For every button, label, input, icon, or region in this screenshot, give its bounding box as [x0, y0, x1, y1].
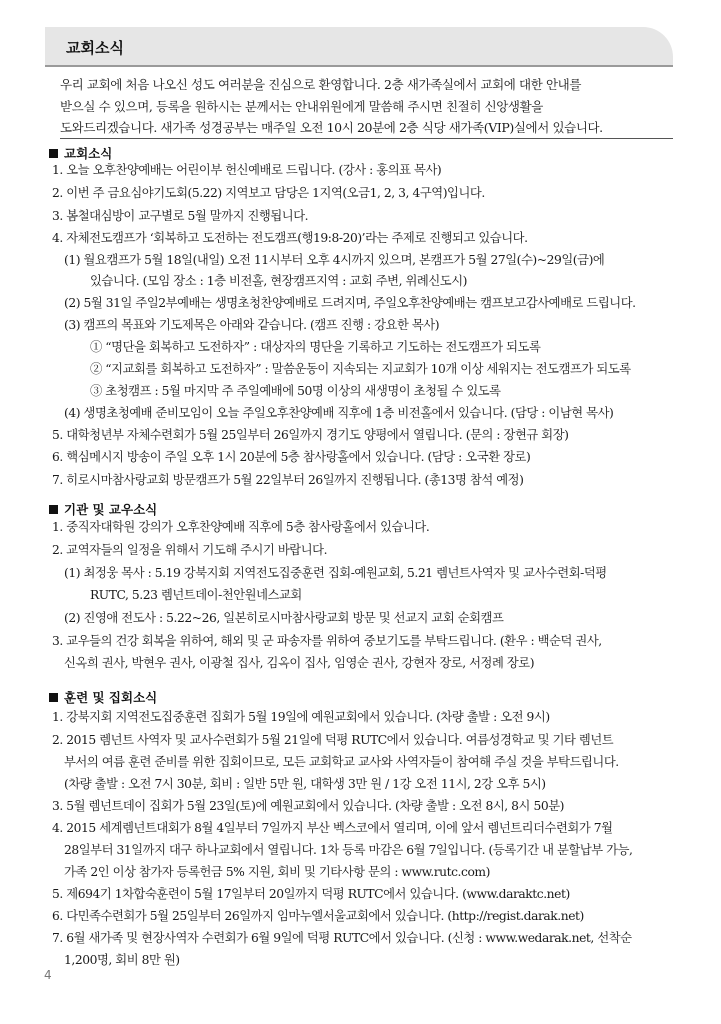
- list-item: (2) 진영애 전도사 : 5.22~26, 일본히로시마참사랑교회 방문 및 선교지 교회 순회캠프: [64, 611, 504, 625]
- bullet-square-icon: [49, 149, 58, 158]
- list-item: (3) 캠프의 목표와 기도제목은 아래와 같습니다. (캠프 진행 : 강요한 목사): [64, 318, 440, 332]
- list-item: 28일부터 31일까지 대구 하나교회에서 열립니다. 1차 등록 마감은 6월 7일입니다. (등록기간 내 분할납부 가능,: [64, 843, 633, 857]
- header-title: 교회소식: [66, 39, 124, 57]
- list-item: ② “지교회를 회복하고 도전하자” : 말씀운동이 지속되는 지교회가 10개 이상 세워지는 전도캠프가 되도록: [90, 362, 631, 376]
- list-item: 1. 오늘 오후찬양예배는 어린이부 헌신예배로 드립니다. (강사 : 홍의표 목사): [52, 163, 442, 177]
- list-item: RUTC, 5.23 렘넌트데이-천안원네스교회: [90, 588, 302, 602]
- list-item: (차량 출발 : 오전 7시 30분, 회비 : 일반 5만 원, 대학생 3만 원 / 1강 오전 11시, 2강 오후 5시): [64, 777, 546, 791]
- header-divider: [45, 65, 673, 67]
- list-item: (2) 5월 31일 주일2부예배는 생명초청찬양예배로 드려지며, 주일오후찬양예배는 캠프보고감사예배로 드립니다.: [64, 296, 636, 310]
- list-item: ③ 초청캠프 : 5월 마지막 주 주일예배에 50명 이상의 새생명이 초청될 수 있도록: [90, 384, 501, 398]
- list-item: 부서의 여름 훈련 준비를 위한 집회이므로, 모든 교회학교 교사와 사역자들이 참여해 주실 것을 부탁드립니다.: [64, 755, 619, 769]
- list-item: 1,200명, 회비 8만 원): [64, 953, 180, 967]
- section-heading-church: 교회소식: [49, 144, 112, 162]
- intro-line: 받으실 수 있으며, 등록을 원하시는 분께서는 안내위원에게 말씀해 주시면 친절히 신앙생활을: [60, 98, 543, 114]
- list-item: ① “명단을 회복하고 도전하자” : 대상자의 명단을 기록하고 기도하는 전도캠프가 되도록: [90, 340, 541, 354]
- list-item: 5. 대학청년부 자체수련회가 5월 25일부터 26일까지 경기도 양평에서 열립니다. (문의 : 장현규 회장): [52, 428, 569, 442]
- list-item: 6. 다민족수련회가 5월 25일부터 26일까지 임마누엘서울교회에서 있습니다. (http://regist.darak.net): [52, 909, 584, 923]
- list-item: 1. 중직자대학원 강의가 오후찬양예배 직후에 5층 참사랑홀에서 있습니다.: [52, 520, 430, 534]
- list-item: 4. 2015 세계렘넌트대회가 8월 4일부터 7일까지 부산 벡스코에서 열리며, 이에 앞서 렘넌트리더수련회가 7월: [52, 821, 613, 835]
- list-item: (1) 월요캠프가 5월 18일(내일) 오전 11시부터 오후 4시까지 있으며, 본캠프가 5월 27일(수)~29일(금)에: [64, 253, 605, 267]
- list-item: 3. 5월 렘넌트데이 집회가 5월 23일(토)에 예원교회에서 있습니다. (차량 출발 : 오전 8시, 8시 50분): [52, 799, 564, 813]
- list-item: 3. 봄철대심방이 교구별로 5월 말까지 진행됩니다.: [52, 209, 309, 223]
- list-item: (4) 생명초청예배 준비모임이 오늘 주일오후찬양예배 직후에 1층 비전홀에서 있습니다. (담당 : 이남현 목사): [64, 406, 614, 420]
- section-heading-training: 훈련 및 집회소식: [49, 688, 157, 706]
- header-banner: [45, 27, 673, 65]
- list-item: 6. 핵심메시지 방송이 주일 오후 1시 20분에 5층 참사랑홀에서 있습니다. (담당 : 오국환 장로): [52, 450, 531, 464]
- list-item: 2. 2015 렘넌트 사역자 및 교사수련회가 5월 21일에 덕평 RUTC에서 있습니다. 여름성경학교 및 기타 렘넌트: [52, 733, 614, 747]
- list-item: 5. 제694기 1차합숙훈련이 5월 17일부터 20일까지 덕평 RUTC에서 있습니다. (www.daraktc.net): [52, 887, 570, 901]
- list-item: 7. 6월 새가족 및 현장사역자 수련회가 6월 9일에 덕평 RUTC에서 있습니다. (신청 : www.wedarak.net, 선착순: [52, 931, 632, 945]
- list-item: 신옥희 권사, 박현우 권사, 이광철 집사, 김옥이 집사, 임영순 권사, 강현자 장로, 서정례 장로): [64, 656, 535, 670]
- section-heading-institution: 기관 및 교우소식: [49, 500, 157, 518]
- list-item: 2. 이번 주 금요심야기도회(5.22) 지역보고 담당은 1지역(오금1, 2, 3, 4구역)입니다.: [52, 186, 485, 200]
- page-number: 4: [44, 968, 52, 982]
- intro-line: 도와드리겠습니다. 새가족 성경공부는 매주일 오전 10시 20분에 2층 식당 새가족(VIP)실에서 있습니다.: [60, 120, 603, 135]
- list-item: 1. 강북지회 지역전도집중훈련 집회가 5월 19일에 예원교회에서 있습니다. (차량 출발 : 오전 9시): [52, 710, 550, 724]
- welcome-intro: [60, 74, 672, 139]
- bullet-square-icon: [49, 505, 58, 514]
- list-item: 7. 히로시마참사랑교회 방문캠프가 5월 22일부터 26일까지 진행됩니다. (총13명 참석 예정): [52, 473, 524, 487]
- list-item: 4. 자체전도캠프가 ‘회복하고 도전하는 전도캠프(행19:8-20)’라는 주제로 진행되고 있습니다.: [52, 231, 528, 245]
- list-item: 2. 교역자들의 일정을 위해서 기도해 주시기 바랍니다.: [52, 543, 328, 557]
- intro-line: 우리 교회에 처음 나오신 성도 여러분을 진심으로 환영합니다. 2층 새가족실에서 교회에 대한 안내를: [60, 77, 582, 92]
- list-item: 가족 2인 이상 참가자 등록헌금 5% 지원, 회비 및 기타사항 문의 : www.rutc.com): [64, 865, 490, 879]
- bullet-square-icon: [49, 693, 58, 702]
- list-item: 3. 교우들의 건강 회복을 위하여, 해외 및 군 파송자를 위하여 중보기도를 부탁드립니다. (환우 : 백순덕 권사,: [52, 634, 602, 648]
- intro-divider: [60, 138, 673, 139]
- list-item: (1) 최정웅 목사 : 5.19 강북지회 지역전도집중훈련 집회-예원교회, 5.21 렘넌트사역자 및 교사수련회-덕평: [64, 566, 607, 580]
- list-item: 있습니다. (모임 장소 : 1층 비전홀, 현장캠프지역 : 교회 주변, 위례신도시): [90, 274, 467, 288]
